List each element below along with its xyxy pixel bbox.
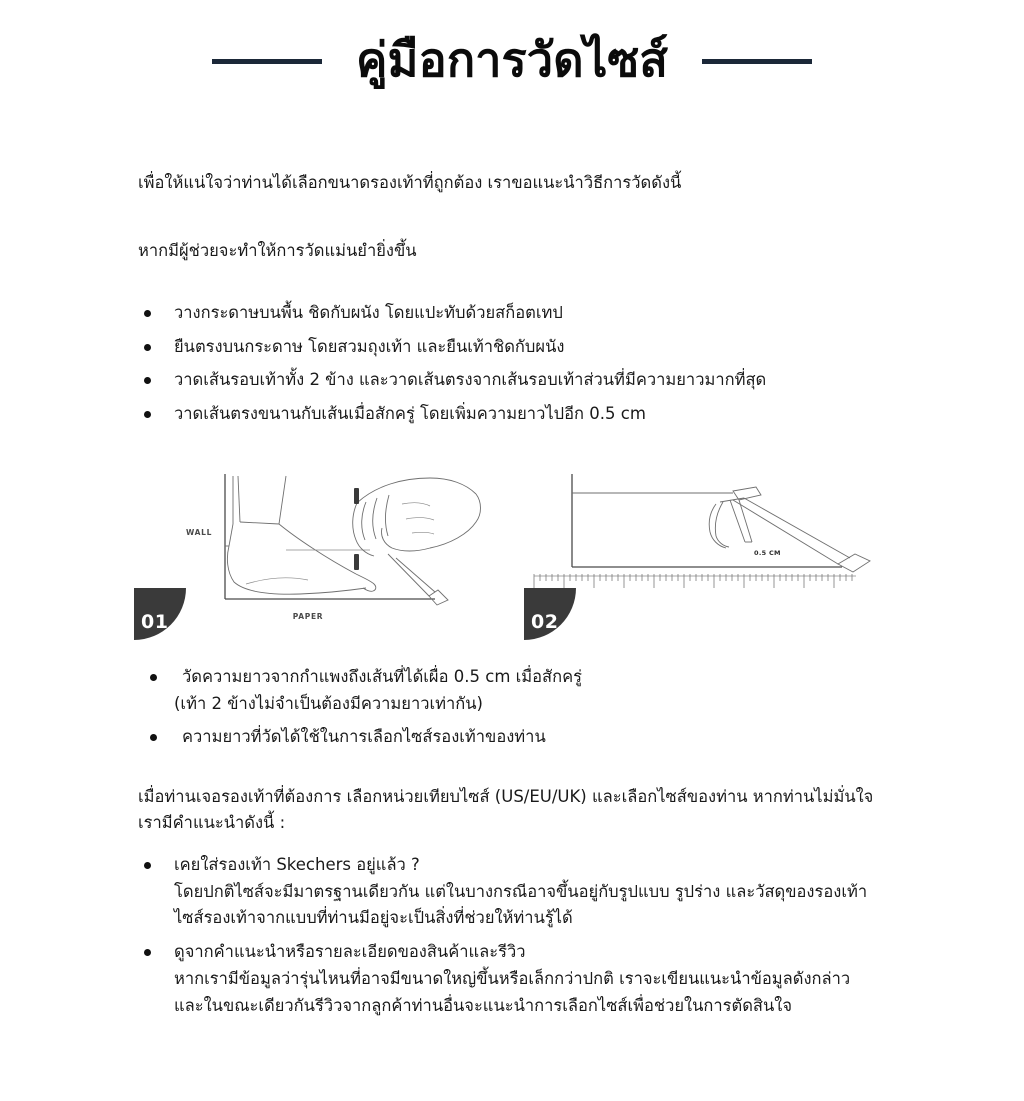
- list-item-main: วัดความยาวจากกำแพงถึงเส้นที่ได้เผื่อ 0.5 cm เมื่อสักครู่: [182, 667, 583, 686]
- list-item: วางกระดาษบนพื้น ชิดกับผนัง โดยแปะทับด้วยสก็อตเทป: [138, 300, 918, 327]
- units-paragraph: [138, 784, 913, 835]
- measure-length-label: 0.5 CM: [754, 549, 781, 557]
- paper-label: PAPER: [292, 612, 324, 621]
- figure-badge-label: 01: [141, 611, 169, 633]
- advice-main: เคยใส่รองเท้า Skechers อยู่แล้ว ?: [174, 855, 420, 874]
- list-item: ความยาวที่วัดได้ใช้ในการเลือกไซส์รองเท้าของท่าน: [138, 724, 918, 751]
- advice-list: [138, 852, 928, 1026]
- figures-row: [130, 462, 905, 642]
- measurement-steps-list: [138, 300, 918, 435]
- list-item-subline: (เท้า 2 ข้างไม่จำเป็นต้องมีความยาวเท่ากัน): [174, 693, 483, 713]
- advice-subline-1: โดยปกติไซส์จะมีมาตรฐานเดียวกัน แต่ในบางกรณีอาจขึ้นอยู่กับรูปแบบ รูปร่าง และวัสดุของรองเท้า: [174, 881, 868, 901]
- title-rule-right: [702, 59, 812, 64]
- intro-paragraph-1: เพื่อให้แน่ใจว่าท่านได้เลือกขนาดรองเท้าที่ถูกต้อง เราขอแนะนำวิธีการวัดดังนี้: [138, 173, 682, 192]
- list-item: วาดเส้นรอบเท้าทั้ง 2 ข้าง และวาดเส้นตรงจากเส้นรอบเท้าส่วนที่มีความยาวมากที่สุด: [138, 367, 918, 394]
- figure-badge-label: 02: [531, 611, 559, 633]
- page-title: คู่มือการวัดไซส์: [356, 33, 668, 89]
- intro-paragraph-2: หากมีผู้ช่วยจะทำให้การวัดแม่นยำยิ่งขึ้น: [138, 241, 417, 260]
- wall-label: WALL: [186, 528, 213, 537]
- figure-step-02: [520, 462, 900, 642]
- list-item: ยืนตรงบนกระดาษ โดยสวมถุงเท้า และยืนเท้าชิดกับผนัง: [138, 334, 918, 361]
- advice-subline-1: หากเรามีข้อมูลว่ารุ่นไหนที่อาจมีขนาดใหญ่ขึ้นหรือเล็กกว่าปกติ เราจะเขียนแนะนำข้อมูลดังกล่าว: [174, 968, 851, 988]
- list-item: [138, 852, 928, 932]
- list-item: [138, 664, 918, 717]
- list-item: [138, 939, 928, 1019]
- page-title-row: [0, 0, 1024, 89]
- post-figure-steps-list: [138, 664, 918, 758]
- advice-subline-2: ไซส์รองเท้าจากแบบที่ท่านมีอยู่จะเป็นสิ่งที่ช่วยให้ท่านรู้ได้: [174, 908, 573, 928]
- advice-main: ดูจากคำแนะนำหรือรายละเอียดของสินค้าและรีวิว: [174, 942, 526, 962]
- title-rule-left: [212, 59, 322, 64]
- advice-subline-2: และในขณะเดียวกันรีวิวจากลูกค้าท่านอื่นจะแนะนำการเลือกไซส์เพื่อช่วยในการตัดสินใจ: [174, 995, 792, 1015]
- figure-02-labels: [520, 462, 900, 642]
- units-paragraph-line2: เรามีคำแนะนำดังนี้ :: [138, 812, 286, 832]
- figure-step-01: [130, 462, 510, 642]
- list-item: วาดเส้นตรงขนานกับเส้นเมื่อสักครู่ โดยเพิ่มความยาวไปอีก 0.5 cm: [138, 401, 918, 428]
- figure-01-labels: [130, 462, 510, 642]
- units-paragraph-line1: เมื่อท่านเจอรองเท้าที่ต้องการ เลือกหน่วยเทียบไซส์ (US/EU/UK) และเลือกไซส์ของท่าน หากท่านไม่มั่นใจ: [138, 787, 874, 806]
